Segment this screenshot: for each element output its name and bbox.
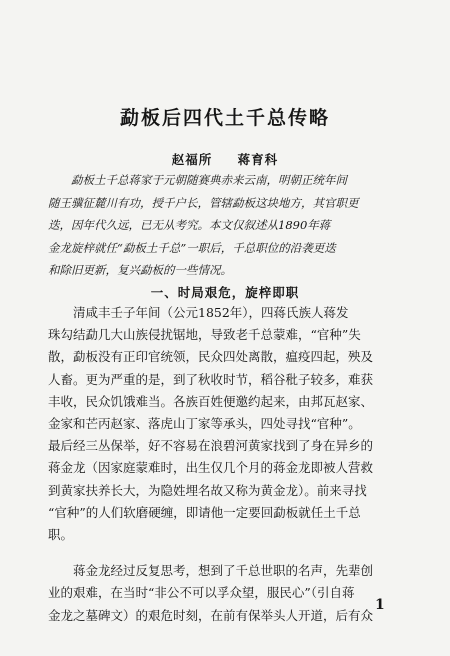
abstract-line: 随王骥征麓川有功，授千户长，管辖勐板这块地方，其官职更 [48, 195, 359, 210]
paragraph-line: 蒋金龙（因家庭蒙难时，出生仅几个月的蒋金龙即被人营救 [48, 460, 374, 476]
paragraph-line: “官种”的人们软磨硬缠，即请他一定要回勐板就任土千总 [48, 504, 361, 520]
paragraph-line: 业的艰难，在当时“非公不可以孚众望，服民心”（引自蒋 [48, 585, 355, 601]
paragraph-line: 蒋金龙经过反复思考，想到了千总世职的名声，先辈创 [73, 563, 374, 579]
abstract-line: 和除旧更新，复兴勐板的一些情况。 [48, 263, 232, 277]
paragraph-line: 金家和芒丙赵家、落虎山丁家等承头，四处寻找“官种”。 [48, 416, 361, 432]
paragraph-line: 职。 [48, 527, 74, 543]
abstract-line: 金龙旋梓就任“勐板土千总”一职后，千总职位的沿袭更迭 [48, 240, 336, 255]
paragraph-line: 金龙之墓碑文）的艰危时刻，在前有保举头人开道，后有众 [48, 607, 374, 623]
paragraph-gap [48, 546, 414, 560]
authors-line [0, 150, 450, 168]
document-title: 勐板后四代土千总传略 [119, 107, 330, 129]
paragraph-line: 最后经三丛保举，好不容易在浪碧河黄家找到了身在异乡的 [48, 438, 374, 454]
abstract-line: 迭，因年代久远，已无从考究。本文仅叙述从1890年蒋 [48, 218, 331, 232]
section-heading: 一、时局艰危，旋梓即职 [150, 285, 300, 300]
author-name: 赵福所 [171, 152, 213, 167]
paragraph-line: 丰收，民众饥饿难当。各族百姓便邀约起来，由邦瓦赵家、 [48, 393, 374, 409]
body-text [48, 302, 414, 627]
paragraph-line: 到黄家扶养长大，为隐姓埋名故又称为黄金龙）。前来寻找 [48, 482, 367, 498]
paragraph-line: 人畜。更为严重的是，到了秋收时节，稻谷秕子较多，难获 [48, 371, 374, 387]
paragraph-line: 清咸丰壬子年间（公元1852年），四蒋氏族人蒋发 [73, 305, 349, 320]
paragraph-line: 珠勾结勐几大山族侵扰锯地，导致老千总蒙难，“官种”失 [48, 327, 361, 343]
page-number: 1 [375, 597, 385, 613]
abstract [48, 169, 406, 282]
paragraph-line: 散，勐板没有正印官统领，民众四处离散，瘟疫四起，殃及 [48, 349, 374, 365]
author-name: 蒋育科 [237, 152, 279, 167]
abstract-line: 勐板土千总蒋家于元朝随赛典赤来云南，明朝正统年间 [71, 173, 347, 187]
